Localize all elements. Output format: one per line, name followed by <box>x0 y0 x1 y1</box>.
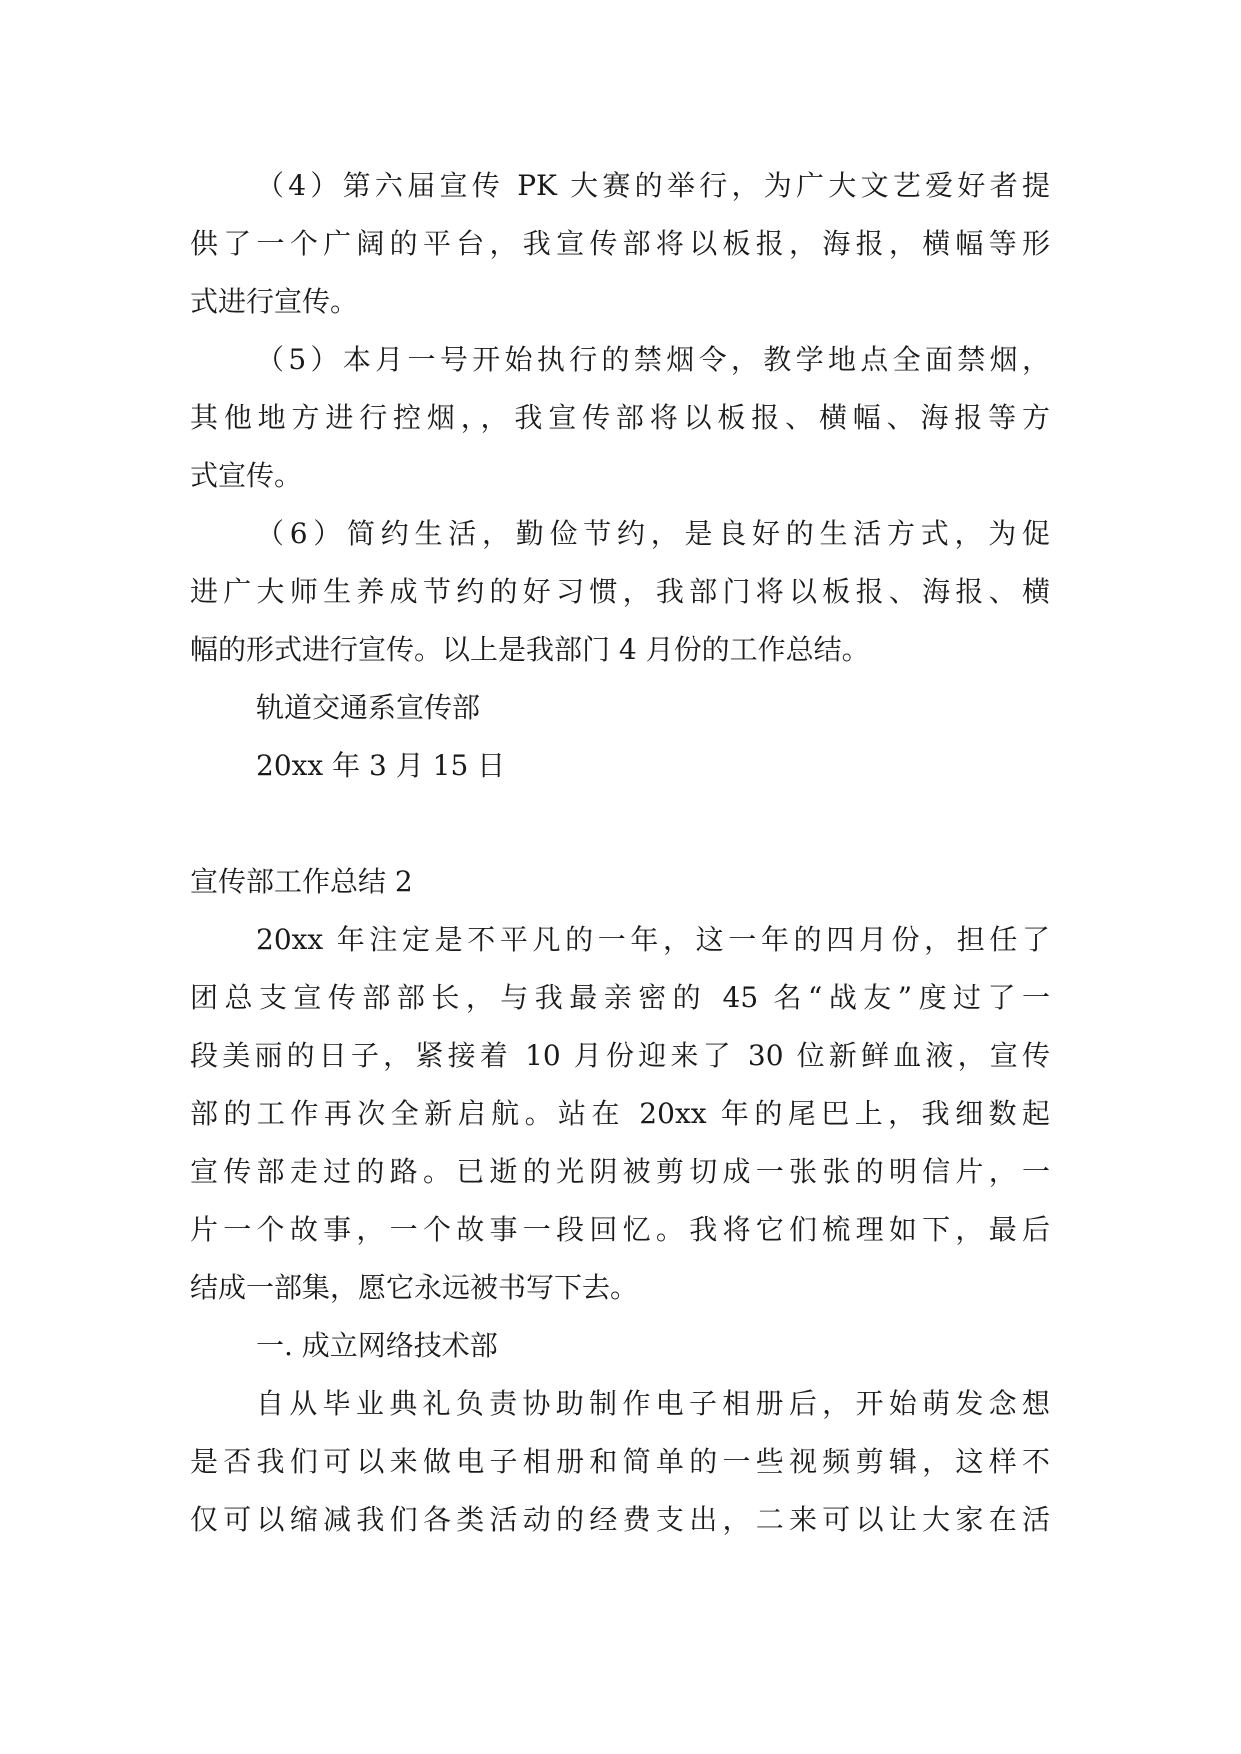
paragraph-5-line-2: 其他地方进行控烟，，我宣传部将以板报、横幅、海报等方 <box>190 401 1050 434</box>
signature-department: 轨道交通系宣传部 <box>256 691 481 724</box>
subsection-line-3: 仅可以缩减我们各类活动的经费支出，二来可以让大家在活 <box>190 1503 1050 1536</box>
subsection-heading: 一. 成立网络技术部 <box>256 1329 498 1362</box>
intro-line-6: 片一个故事，一个故事一段回忆。我将它们梳理如下，最后 <box>190 1213 1050 1246</box>
paragraph-6-line-2: 进广大师生养成节约的好习惯，我部门将以板报、海报、横 <box>190 575 1050 608</box>
paragraph-6-line-3: 幅的形式进行宣传。以上是我部门 4 月份的工作总结。 <box>190 633 870 666</box>
paragraph-6-line-1: （6）简约生活，勤俭节约，是良好的生活方式，为促 <box>256 517 1050 550</box>
intro-line-7: 结成一部集，愿它永远被书写下去。 <box>190 1271 639 1304</box>
intro-line-1: 20xx 年注定是不平凡的一年，这一年的四月份，担任了 <box>256 923 1050 956</box>
subsection-line-1: 自从毕业典礼负责协助制作电子相册后，开始萌发念想 <box>256 1387 1050 1420</box>
intro-line-2: 团总支宣传部部长，与我最亲密的 45 名“战友”度过了一 <box>190 981 1050 1014</box>
intro-line-4: 部的工作再次全新启航。站在 20xx 年的尾巴上，我细数起 <box>190 1097 1050 1130</box>
paragraph-4-line-2: 供了一个广阔的平台，我宣传部将以板报，海报，横幅等形 <box>190 227 1050 260</box>
paragraph-4-line-3: 式进行宣传。 <box>190 285 359 318</box>
paragraph-4-line-1: （4）第六届宣传 PK 大赛的举行，为广大文艺爱好者提 <box>256 169 1050 202</box>
section-title: 宣传部工作总结 2 <box>190 865 413 898</box>
subsection-line-2: 是否我们可以来做电子相册和简单的一些视频剪辑，这样不 <box>190 1445 1050 1478</box>
paragraph-5-line-3: 式宣传。 <box>190 459 303 492</box>
paragraph-5-line-1: （5）本月一号开始执行的禁烟令，教学地点全面禁烟， <box>256 343 1050 376</box>
intro-line-5: 宣传部走过的路。已逝的光阴被剪切成一张张的明信片，一 <box>190 1155 1050 1188</box>
signature-date: 20xx 年 3 月 15 日 <box>256 749 506 782</box>
intro-line-3: 段美丽的日子，紧接着 10 月份迎来了 30 位新鲜血液，宣传 <box>190 1039 1050 1072</box>
